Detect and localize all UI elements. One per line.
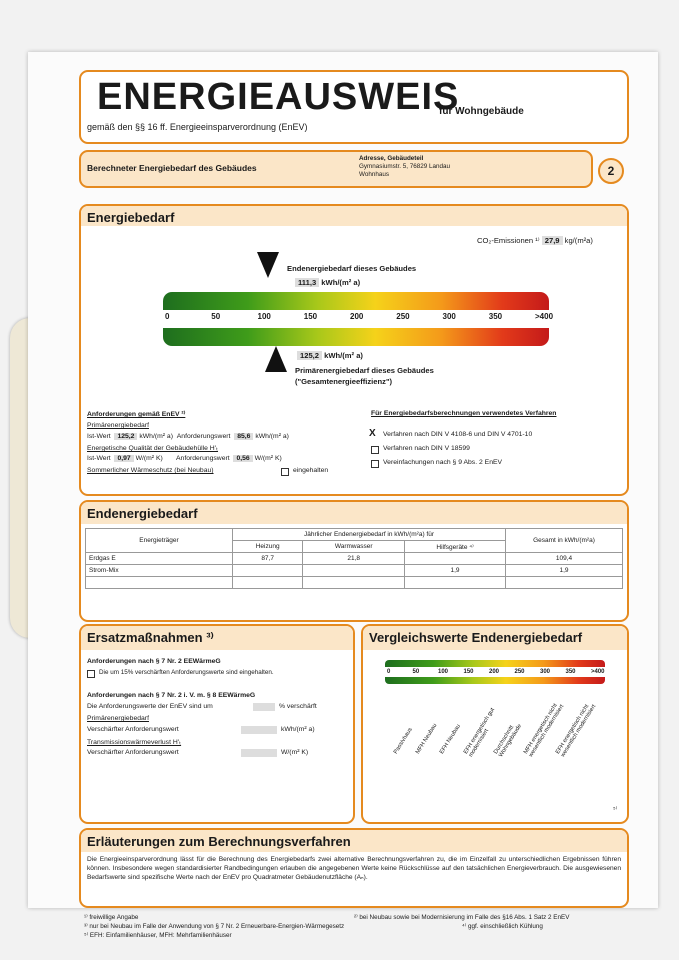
col-group: Jährlicher Endenergiebedarf in kWh/(m²a) für (233, 529, 506, 541)
col-energietraeger: Energieträger (86, 529, 233, 553)
scale-tick-label: 350 (565, 669, 576, 675)
primaerenergie-value: 125,2 kWh/(m² a) (297, 351, 363, 360)
scale-tick-label: 0 (165, 312, 170, 321)
table-row: Strom-Mix 1,9 1,9 (86, 565, 623, 577)
scale-tick-label: 250 (514, 669, 525, 675)
ist-wert-row-1: Ist-Wert 125,2 kWh/(m² a) Anforderungswert 85,6 kWh/(m² a) (87, 433, 289, 440)
ersatz-box (79, 624, 355, 824)
verfahren-title: Für Energiebedarfsberechnungen verwendetes Verfahren (371, 410, 557, 417)
scale-tick-label: 300 (442, 312, 456, 321)
col-hilfsgeraete: Hilfsgeräte ⁴⁾ (405, 541, 506, 553)
header-subtitle: für Wohngebäude (439, 106, 524, 117)
ersatz-l5: Verschärfter Anforderungswert (87, 749, 179, 756)
vergleich-box (361, 624, 629, 824)
co2-label: CO₂-Emissionen ¹⁾ 27,9 kg/(m²a) (477, 236, 593, 245)
vergleich-label: EFH energetisch gut modernisiert (463, 707, 497, 759)
col-gesamt: Gesamt in kWh/(m²a) (506, 529, 623, 553)
footnote-f2: ²⁾ bei Neubau sowie bei Modernisierung im Falle des §16 Abs. 1 Satz 2 EnEV (354, 914, 570, 921)
address-line1: Gymnasiumstr. 5, 76829 Landau (359, 163, 451, 170)
energiebedarf-box (79, 204, 629, 496)
endenergie-label: Endenergiebedarf dieses Gebäudes (287, 264, 417, 273)
vergleich-label: Durchschnitt Wohngebäude (493, 723, 524, 759)
scale-labels (163, 310, 554, 328)
scale-tick-label: 150 (303, 312, 318, 321)
verfahren-2-label: Verfahren nach DIN V 18599 (383, 445, 470, 452)
endenergie-table (85, 528, 623, 589)
scale-tick-label: 200 (489, 669, 500, 675)
vergleich-bar-top (385, 660, 605, 667)
scale-tick-label: 300 (540, 669, 551, 675)
verfahren-2-checkbox[interactable] (371, 446, 379, 454)
table-row: Erdgas E 87,7 21,8 109,4 (86, 553, 623, 565)
vergleich-label: MFH Neubau (415, 722, 439, 756)
primaerenergie-label: Primärenergiebedarf dieses Gebäudes (295, 366, 434, 375)
col-heizung: Heizung (233, 541, 303, 553)
anforderungen-title: Anforderungen gemäß EnEV ²⁾ (87, 411, 186, 418)
verfahren-3-checkbox[interactable] (371, 460, 379, 468)
arrow-up-icon (265, 346, 287, 372)
gesamtenergieeffizienz-label: ("Gesamtenergieeffizienz") (295, 377, 393, 386)
arrow-down-icon (257, 252, 279, 278)
vergleich-bar-bottom (385, 677, 605, 684)
erlaeuterung-text: Die Energieeinsparverordnung lässt für die Berechnung des Energiebedarfs zwei alternative Berechnungsverfahren zu, die im Einzelfall zu unterschiedlichen Ergebnissen führen können. Insbesondere wegen standardisierter Randbedingungen erlauben die angegebenen Werte keine Rückschlüsse auf den tatsächlichen Energieverbrauch. Die ausgewiesenen Bedarfswerte sind spezifische Werte nach der EnEV pro Quadratmeter Gebäudenutzfläche (Aₙ). (87, 856, 621, 881)
ersatz-l4: Transmissionswärmeverlust H'ₜ (87, 739, 182, 746)
footnote-f4: ⁴⁾ ggf. einschließlich Kühlung (462, 923, 543, 930)
erlaeuterung-box (79, 828, 629, 908)
erlaeuterung-title: Erläuterungen zum Berechnungsverfahren (87, 834, 351, 849)
scale-top-bar (163, 292, 549, 310)
ersatz-h1: Anforderungen nach § 7 Nr. 2 EEWärmeG (87, 658, 221, 665)
ersatz-l2: Primärenergiebedarf (87, 715, 149, 722)
footnote-f3: ³⁾ nur bei Neubau im Falle der Anwendung von § 7 Nr. 2 Erneuerbare-Energien-Wärmegesetz (84, 923, 345, 930)
ersatz-l1-unit: % verschärft (279, 703, 317, 710)
scale-tick-label: 250 (396, 312, 410, 321)
address-label: Adresse, Gebäudeteil (359, 155, 424, 162)
scale-tick-label: 100 (438, 669, 449, 675)
huelle-heading: Energetische Qualität der Gebäudehülle H'ₜ (87, 445, 219, 452)
footnote-f1: ¹⁾ freiwillige Angabe (84, 914, 139, 921)
scale-tick-label: 100 (257, 312, 271, 321)
verfahren-1-label: Verfahren nach DIN V 4108-6 und DIN V 4701-10 (383, 431, 533, 438)
scale-tick-label: 350 (488, 312, 503, 321)
energiebedarf-title: Energiebedarf (87, 210, 175, 225)
header-box (79, 70, 629, 144)
vergleich-label: MFH energetisch nicht wesentlich modernisiert (523, 702, 566, 759)
ersatz-field-1[interactable] (253, 703, 275, 711)
endenergie-value: 111,3 kWh/(m² a) (295, 278, 360, 287)
ersatz-l3: Verschärfter Anforderungswert (87, 726, 179, 733)
scale-tick-label: 50 (211, 312, 221, 321)
ersatz-field-2[interactable] (241, 726, 277, 734)
endenergiebedarf-box (79, 500, 629, 622)
address-line2: Wohnhaus (359, 171, 389, 178)
verfahren-3-label: Vereinfachungen nach § 9 Abs. 2 EnEV (383, 459, 503, 466)
header-law: gemäß den §§ 16 ff. Energieeinsparverordnung (EnEV) (87, 122, 308, 132)
co2-value: 27,9 (542, 236, 563, 245)
table-row (86, 577, 623, 589)
ersatz-l1: Die Anforderungswerte der EnEV sind um (87, 703, 213, 710)
ersatz-checkbox[interactable] (87, 670, 95, 678)
scale-tick-label: 200 (350, 312, 364, 321)
scale-tick-label: 50 (412, 669, 420, 675)
document-page (28, 52, 658, 939)
vergleich-label: EFH Neubau (439, 723, 462, 756)
verfahren-1-checkbox[interactable]: X (369, 428, 376, 439)
vergleich-label: Passivhaus (393, 726, 414, 756)
eingehalten-checkbox[interactable] (281, 468, 289, 476)
ersatz-title: Ersatzmaßnahmen ³⁾ (87, 630, 214, 645)
page-number: 2 (598, 158, 624, 184)
endenergiebedarf-title: Endenergiebedarf (87, 506, 198, 521)
vergleich-scale (385, 667, 605, 677)
sommer-label: Sommerlicher Wärmeschutz (bei Neubau) (87, 467, 214, 474)
ersatz-l3-unit: kWh/(m² a) (281, 726, 315, 733)
eingehalten-label: eingehalten (293, 467, 329, 474)
footnote-f5: ⁵⁾ EFH: Einfamilienhäuser, MFH: Mehrfamilienhäuser (84, 932, 232, 939)
scale-tick-label: >400 (591, 669, 605, 675)
section-bar (79, 150, 593, 188)
ersatz-h2: Anforderungen nach § 7 Nr. 2 i. V. m. § 8 EEWärmeG (87, 692, 256, 699)
vergleich-title: Vergleichswerte Endenergiebedarf (369, 630, 583, 645)
ersatz-l5-unit: W/(m² K) (281, 749, 309, 756)
ersatz-field-3[interactable] (241, 749, 277, 757)
col-warmwasser: Warmwasser (303, 541, 405, 553)
page-title: ENERGIEAUSWEIS (97, 76, 460, 118)
scale-bottom-bar (163, 328, 549, 346)
vergleich-label: EFH energetisch nicht wesentlich modernisiert (555, 703, 598, 759)
scale-tick-label: 0 (387, 669, 391, 675)
scale-tick-label: 150 (463, 669, 474, 675)
primaer-heading: Primärenergiebedarf (87, 422, 149, 429)
scale-tick-label: >400 (535, 312, 554, 321)
ersatz-c1: Die um 15% verschärften Anforderungswerte sind eingehalten. (99, 669, 274, 676)
bar-title: Berechneter Energiebedarf des Gebäudes (87, 163, 257, 173)
vergleich-note: ⁵⁾ (613, 806, 618, 813)
ist-wert-row-2: Ist-Wert 0,97 W/(m² K) Anforderungswert 0,56 W/(m² K) (87, 455, 282, 462)
